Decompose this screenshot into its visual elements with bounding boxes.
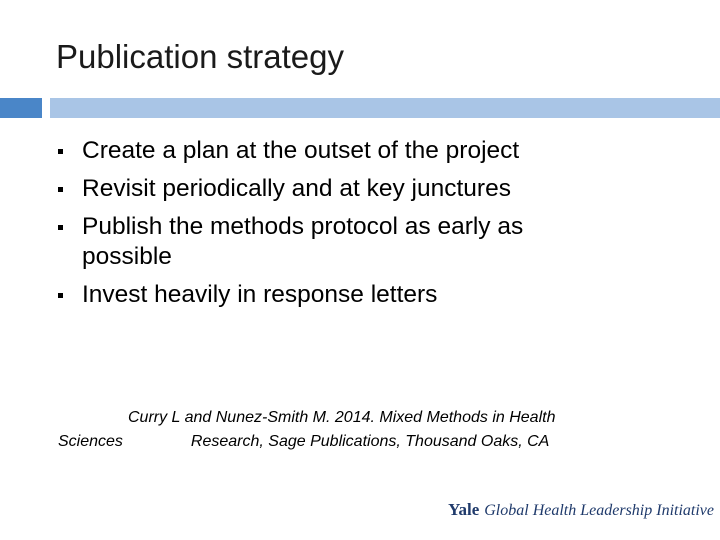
bullet-item	[0, 174, 602, 204]
square-bullet-icon	[58, 225, 63, 230]
citation	[58, 406, 638, 454]
accent-bar-light	[50, 98, 720, 118]
citation-line-2-end: Research, Sage Publications, Thousand Oaks, CA	[190, 433, 550, 450]
bullet-text: Publish the methods protocol as early as possible	[82, 213, 524, 270]
yale-ghli-logo	[448, 500, 714, 520]
bullet-item	[0, 136, 602, 166]
bullet-item	[0, 280, 602, 310]
square-bullet-icon	[58, 293, 63, 298]
citation-line-2-start: Sciences	[58, 433, 123, 450]
bullet-text: Revisit periodically and at key junctures	[82, 175, 511, 202]
slide-title: Publication strategy	[56, 38, 344, 75]
square-bullet-icon	[58, 187, 63, 192]
square-bullet-icon	[58, 149, 63, 154]
bullet-text: Create a plan at the outset of the project	[82, 137, 520, 164]
citation-line-2	[58, 430, 638, 454]
accent-bar-dark	[0, 98, 42, 118]
citation-line-1: Curry L and Nunez-Smith M. 2014. Mixed Methods in Health	[128, 409, 556, 426]
bullet-item	[0, 212, 602, 272]
logo-yale-text: Yale	[448, 500, 480, 519]
bullet-list	[0, 136, 602, 318]
logo-initiative-text: Global Health Leadership Initiative	[484, 502, 714, 519]
bullet-text: Invest heavily in response letters	[82, 281, 438, 308]
